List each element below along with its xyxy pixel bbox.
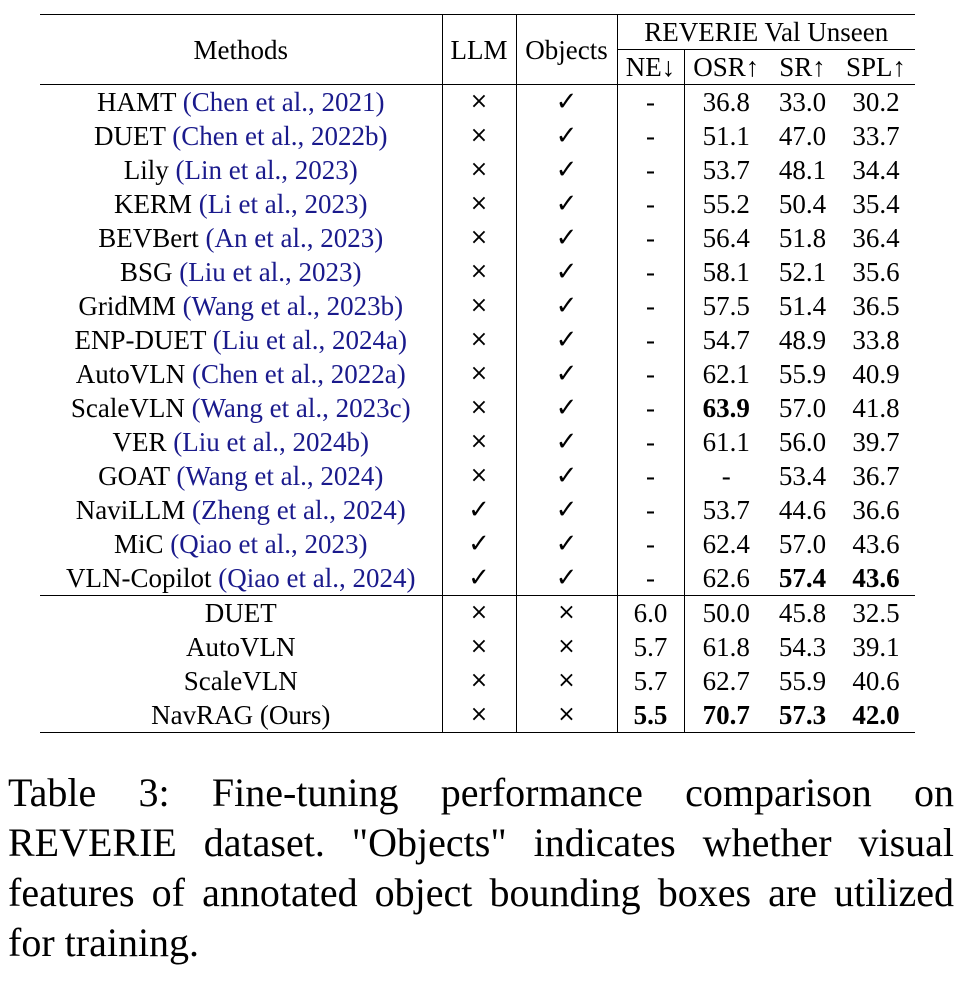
osr-cell: 50.0	[684, 596, 768, 631]
sr-cell: 53.4	[778, 461, 827, 491]
sr-cell: 55.9	[778, 666, 827, 696]
sr-cell: 48.1	[778, 155, 827, 185]
table-row	[40, 493, 915, 527]
method-name: GridMM	[78, 291, 176, 321]
llm-cell: ✓	[442, 561, 516, 596]
llm-cell: ✓	[442, 493, 516, 527]
citation: (Wang et al., 2023c)	[191, 393, 411, 423]
objects-cell: ✓	[516, 221, 617, 255]
table-row	[40, 527, 915, 561]
header-llm: LLM	[442, 15, 516, 85]
ne-cell: -	[617, 527, 684, 561]
sr-cell: 56.0	[778, 427, 827, 457]
spl-cell: 34.4	[852, 155, 900, 185]
citation-author: Wang et al.	[200, 393, 323, 423]
method-name: ScaleVLN	[183, 666, 298, 696]
sr-cell: 57.4	[778, 563, 827, 593]
osr-cell: -	[721, 461, 731, 491]
citation-author: Wang et al.	[191, 291, 314, 321]
llm-cell: ×	[442, 153, 516, 187]
method-name: NavRAG (Ours)	[151, 700, 331, 730]
citation: (Qiao et al., 2023)	[170, 529, 368, 559]
osr-cell: 63.9	[702, 393, 750, 423]
table-row	[40, 561, 915, 596]
spl-cell: 36.7	[852, 461, 900, 491]
citation-year: 2024	[342, 495, 397, 525]
citation-year: 2023	[320, 223, 375, 253]
table-group-with-objects	[40, 85, 915, 596]
citation: (Li et al., 2023)	[198, 189, 368, 219]
ne-cell: -	[617, 459, 684, 493]
method-name: AutoVLN	[75, 359, 186, 389]
method-cell	[40, 698, 442, 733]
ne-cell: -	[617, 289, 684, 323]
objects-cell: ✓	[516, 153, 617, 187]
table-row	[40, 630, 915, 664]
method-cell	[40, 493, 442, 527]
spl-cell: 42.0	[837, 698, 915, 733]
citation-year: 2024b	[292, 427, 360, 457]
method-cell	[40, 596, 442, 631]
osr-cell: 54.7	[702, 325, 750, 355]
spl-cell: 33.8	[852, 325, 900, 355]
citation-author: Wang et al.	[185, 461, 307, 491]
objects-cell: ✓	[516, 255, 617, 289]
header-sr: SR↑	[768, 50, 837, 85]
method-cell	[40, 391, 442, 425]
osr-cell: 36.8	[684, 85, 768, 120]
citation-author: Liu et al.	[182, 427, 279, 457]
header-spl: SPL↑	[837, 50, 915, 85]
citation-author: An et al.	[214, 223, 307, 253]
sr-cell: 48.9	[778, 325, 827, 355]
method-name: VER	[112, 427, 167, 457]
objects-cell: ✓	[516, 357, 617, 391]
citation-year: 2021	[321, 87, 376, 117]
spl-cell: 30.2	[837, 85, 915, 120]
method-cell	[40, 664, 442, 698]
objects-cell: ×	[516, 664, 617, 698]
method-cell	[40, 527, 442, 561]
table-row	[40, 85, 915, 120]
llm-cell: ×	[442, 391, 516, 425]
osr-cell: 57.5	[702, 291, 750, 321]
llm-cell: ×	[442, 119, 516, 153]
table-row	[40, 596, 915, 631]
method-cell	[40, 255, 442, 289]
method-name: ScaleVLN	[70, 393, 185, 423]
llm-cell: ×	[442, 664, 516, 698]
citation-year: 2024a	[331, 325, 398, 355]
table-row	[40, 187, 915, 221]
citation-year: 2022b	[310, 121, 379, 151]
method-name: Lily	[123, 155, 169, 185]
table-row	[40, 357, 915, 391]
table-row	[40, 391, 915, 425]
method-name: AutoVLN	[186, 632, 296, 662]
citation-author: Li et al.	[207, 189, 291, 219]
header-objects: Objects	[516, 15, 617, 85]
llm-cell: ×	[442, 596, 516, 631]
spl-cell: 43.6	[852, 529, 900, 559]
citation-year: 2023	[304, 529, 359, 559]
osr-cell: 62.6	[702, 563, 750, 593]
method-name: HAMT	[97, 87, 177, 117]
ne-cell: 5.5	[617, 698, 684, 733]
method-name: VLN-Copilot	[66, 563, 212, 593]
llm-cell: ×	[442, 323, 516, 357]
citation-year: 2024	[320, 461, 375, 491]
method-name: NaviLLM	[75, 495, 186, 525]
llm-cell: ×	[442, 221, 516, 255]
objects-cell: ✓	[516, 323, 617, 357]
sr-cell: 57.0	[778, 529, 827, 559]
method-cell	[40, 187, 442, 221]
method-cell	[40, 459, 442, 493]
citation: (Liu et al., 2024a)	[212, 325, 407, 355]
llm-cell: ×	[442, 459, 516, 493]
sr-cell: 55.9	[778, 359, 827, 389]
citation-year: 2023	[304, 189, 359, 219]
llm-cell: ×	[442, 85, 516, 120]
table-row	[40, 119, 915, 153]
ne-cell: -	[617, 357, 684, 391]
osr-cell: 62.4	[702, 529, 750, 559]
sr-cell: 47.0	[778, 121, 827, 151]
table-row	[40, 323, 915, 357]
objects-cell: ✓	[516, 85, 617, 120]
method-cell	[40, 85, 442, 120]
spl-cell: 40.9	[852, 359, 900, 389]
citation-author: Qiao et al.	[227, 563, 339, 593]
ne-cell: -	[617, 187, 684, 221]
objects-cell: ✓	[516, 527, 617, 561]
method-cell	[40, 119, 442, 153]
table-row	[40, 425, 915, 459]
sr-cell: 50.4	[778, 189, 827, 219]
objects-cell: ×	[516, 596, 617, 631]
llm-cell: ×	[442, 187, 516, 221]
method-cell	[40, 221, 442, 255]
osr-cell: 56.4	[702, 223, 750, 253]
osr-cell: 53.7	[702, 495, 750, 525]
osr-cell: 62.7	[702, 666, 750, 696]
header-osr: OSR↑	[684, 50, 768, 85]
osr-cell: 53.7	[702, 155, 750, 185]
citation: (Zheng et al., 2024)	[192, 495, 406, 525]
table-row	[40, 153, 915, 187]
sr-cell: 54.3	[778, 632, 827, 662]
osr-cell: 61.1	[702, 427, 750, 457]
objects-cell: ✓	[516, 289, 617, 323]
citation-year: 2023	[298, 257, 353, 287]
ne-cell: -	[617, 323, 684, 357]
method-cell	[40, 425, 442, 459]
method-cell	[40, 153, 442, 187]
spl-cell: 41.8	[852, 393, 900, 423]
objects-cell: ✓	[516, 391, 617, 425]
table-row	[40, 255, 915, 289]
objects-cell: ✓	[516, 493, 617, 527]
objects-cell: ✓	[516, 187, 617, 221]
citation-year: 2023	[294, 155, 349, 185]
table-row	[40, 459, 915, 493]
sr-cell: 44.6	[778, 495, 827, 525]
objects-cell: ✓	[516, 119, 617, 153]
citation-author: Zheng et al.	[201, 495, 330, 525]
header-reverie-val-unseen: REVERIE Val Unseen	[617, 15, 915, 50]
citation-author: Liu et al.	[221, 325, 319, 355]
citation-author: Chen et al.	[201, 359, 318, 389]
citation: (Qiao et al., 2024)	[218, 563, 416, 593]
citation-year: 2023b	[326, 291, 395, 321]
method-name: MiC	[114, 529, 164, 559]
table-caption: Table 3: Fine-tuning performance comparison on REVERIE dataset. "Objects" indicates whether visual features of annotated object bounding boxes are utilized for training.	[8, 770, 954, 965]
ne-cell: 5.7	[617, 664, 684, 698]
osr-cell: 70.7	[684, 698, 768, 733]
ne-cell: 5.7	[617, 630, 684, 664]
spl-cell: 39.1	[852, 632, 900, 662]
method-name: ENP-DUET	[74, 325, 207, 355]
method-cell	[40, 357, 442, 391]
osr-cell: 61.8	[702, 632, 750, 662]
sr-cell: 45.8	[768, 596, 837, 631]
spl-cell: 35.6	[852, 257, 900, 287]
llm-cell: ✓	[442, 527, 516, 561]
method-cell	[40, 289, 442, 323]
table-row	[40, 221, 915, 255]
ne-cell: -	[617, 255, 684, 289]
llm-cell: ×	[442, 425, 516, 459]
ne-cell: -	[617, 119, 684, 153]
osr-cell: 51.1	[702, 121, 750, 151]
objects-cell: ✓	[516, 425, 617, 459]
table-group-without-objects	[40, 596, 915, 733]
citation-year: 2024	[352, 563, 407, 593]
citation: (Chen et al., 2022b)	[172, 121, 388, 151]
llm-cell: ×	[442, 289, 516, 323]
method-name: DUET	[94, 121, 166, 151]
results-table	[40, 14, 915, 733]
ne-cell: -	[617, 493, 684, 527]
citation-author: Chen et al.	[191, 87, 308, 117]
citation-author: Lin et al.	[184, 155, 282, 185]
method-cell	[40, 630, 442, 664]
ne-cell: -	[617, 85, 684, 120]
table-row	[40, 698, 915, 733]
citation: (Liu et al., 2024b)	[173, 427, 369, 457]
spl-cell: 33.7	[852, 121, 900, 151]
spl-cell: 36.5	[852, 291, 900, 321]
spl-cell: 40.6	[852, 666, 900, 696]
header-ne: NE↓	[617, 50, 684, 85]
citation-year: 2022a	[330, 359, 397, 389]
sr-cell: 57.0	[778, 393, 827, 423]
ne-cell: 6.0	[617, 596, 684, 631]
citation: (Chen et al., 2022a)	[192, 359, 406, 389]
objects-cell: ×	[516, 698, 617, 733]
objects-cell: ✓	[516, 561, 617, 596]
sr-cell: 51.8	[778, 223, 827, 253]
citation: (Liu et al., 2023)	[179, 257, 362, 287]
citation-author: Liu et al.	[188, 257, 285, 287]
citation: (Lin et al., 2023)	[175, 155, 358, 185]
method-cell	[40, 561, 442, 596]
header-methods: Methods	[40, 15, 442, 85]
llm-cell: ×	[442, 630, 516, 664]
spl-cell: 35.4	[852, 189, 900, 219]
llm-cell: ×	[442, 255, 516, 289]
method-name: BSG	[120, 257, 173, 287]
ne-cell: -	[617, 221, 684, 255]
sr-cell: 52.1	[778, 257, 827, 287]
table-row	[40, 289, 915, 323]
ne-cell: -	[617, 391, 684, 425]
objects-cell: ✓	[516, 459, 617, 493]
osr-cell: 62.1	[702, 359, 750, 389]
llm-cell: ×	[442, 357, 516, 391]
citation-author: Qiao et al.	[179, 529, 291, 559]
osr-cell: 58.1	[702, 257, 750, 287]
ne-cell: -	[617, 561, 684, 596]
citation-year: 2023c	[335, 393, 402, 423]
spl-cell: 43.6	[852, 563, 900, 593]
method-name: BEVBert	[98, 223, 199, 253]
method-name: DUET	[204, 598, 277, 628]
llm-cell: ×	[442, 698, 516, 733]
ne-cell: -	[617, 153, 684, 187]
citation-author: Chen et al.	[181, 121, 298, 151]
citation: (Chen et al., 2021)	[182, 87, 385, 117]
method-name: GOAT	[98, 461, 170, 491]
spl-cell: 36.6	[852, 495, 900, 525]
spl-cell: 36.4	[852, 223, 900, 253]
spl-cell: 32.5	[837, 596, 915, 631]
sr-cell: 57.3	[768, 698, 837, 733]
method-cell	[40, 323, 442, 357]
spl-cell: 39.7	[852, 427, 900, 457]
sr-cell: 33.0	[768, 85, 837, 120]
citation: (An et al., 2023)	[205, 223, 384, 253]
osr-cell: 55.2	[702, 189, 750, 219]
citation: (Wang et al., 2024)	[176, 461, 384, 491]
citation: (Wang et al., 2023b)	[182, 291, 404, 321]
sr-cell: 51.4	[778, 291, 827, 321]
table-row	[40, 664, 915, 698]
objects-cell: ×	[516, 630, 617, 664]
method-name: KERM	[114, 189, 193, 219]
ne-cell: -	[617, 425, 684, 459]
